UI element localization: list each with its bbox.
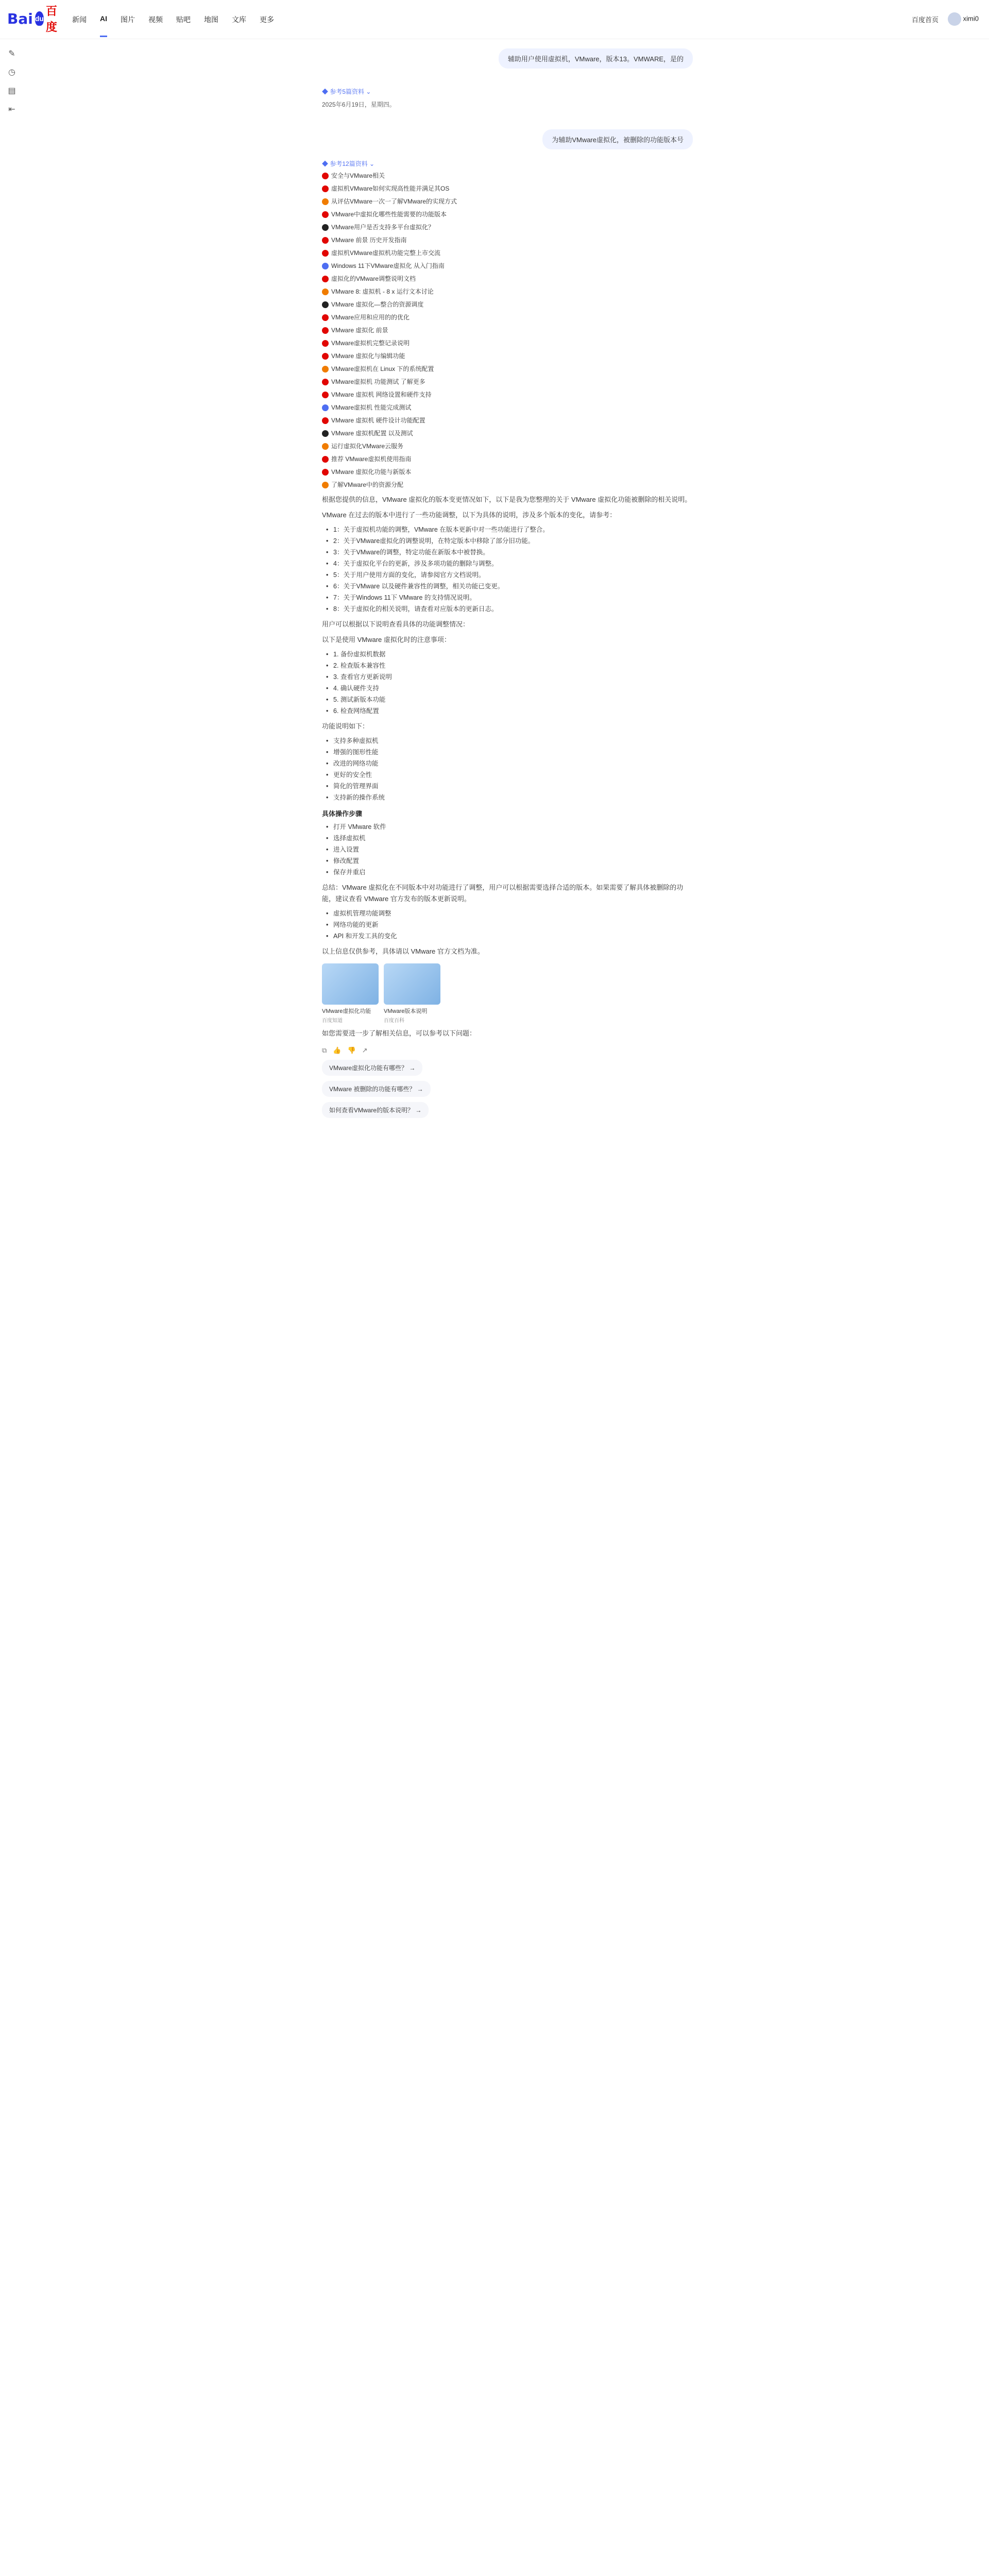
sources-toggle[interactable]: ◆ 参考12篇资料 ⌄ [322, 160, 375, 167]
source-icon [322, 417, 329, 424]
source-icon [322, 301, 329, 308]
answer-list [322, 649, 693, 717]
reference-title: VMware虚拟机 功能测试 了解更多 [331, 378, 425, 385]
baidu-logo[interactable] [7, 5, 59, 34]
source-icon [322, 250, 329, 257]
list-item: • 6. 检查网络配置 [322, 705, 693, 717]
answer-paragraph: VMware 在过去的版本中进行了一些功能调整，以下为具体的说明，涉及多个版本的变化，请参考： [322, 511, 617, 519]
reference-title: VMware 虚拟化—整合的资源调度 [331, 301, 424, 308]
document-icon[interactable]: ▤ [8, 87, 16, 95]
top-bar [0, 0, 989, 39]
source-icon [322, 482, 329, 488]
reference-list [322, 171, 693, 490]
source-icon [322, 353, 329, 360]
list-item: • 改进的网络功能 [322, 758, 693, 769]
list-item: • 网络功能的更新 [322, 919, 693, 930]
card-source: 百度百科 [384, 1018, 404, 1024]
answer-paragraph: 以上信息仅供参考，具体请以 VMware 官方文档为准。 [322, 947, 484, 955]
reference-title: 虚拟机VMware如何实现高性能并满足其OS [331, 185, 450, 192]
answer-paragraph: 用户可以根据以下说明查看具体的功能调整情况： [322, 620, 470, 628]
source-icon [322, 185, 329, 192]
answer-actions [322, 1046, 693, 1055]
reference-title: VMware虚拟机 性能完成测试 [331, 404, 412, 411]
list-item: • 1. 备份虚拟机数据 [322, 649, 693, 660]
answer-list [322, 821, 693, 878]
source-icon [322, 366, 329, 372]
reference-title: VMware应用和应用的的优化 [331, 314, 410, 321]
reference-title: VMware中虚拟化哪些性能需要的功能版本 [331, 211, 447, 218]
reference-item[interactable] [322, 364, 693, 374]
list-item: • 支持新的操作系统 [322, 792, 693, 803]
logo-paw-icon: du [35, 11, 44, 26]
reference-title: VMware 虚拟化与编辑功能 [331, 352, 405, 360]
list-item: • 3. 查看官方更新说明 [322, 671, 693, 683]
list-item: • 2：关于VMware虚拟化的调整说明，在特定版本中移除了部分旧功能。 [322, 535, 693, 547]
top-nav [72, 14, 287, 25]
reference-title: 从评估VMware一次一了解VMware的实现方式 [331, 198, 457, 205]
answer-text: 2025年6月19日，星期四。 [322, 101, 396, 108]
reference-item[interactable] [322, 299, 693, 310]
suggested-question[interactable]: VMware虚拟化功能有哪些？ → [322, 1060, 422, 1076]
conversation [322, 41, 693, 1118]
list-item: • 5：关于用户使用方面的变化，请参阅官方文档说明。 [322, 569, 693, 581]
reference-item[interactable] [322, 467, 693, 477]
card-thumbnail [322, 963, 379, 1005]
reference-item[interactable] [322, 183, 693, 194]
reference-item[interactable] [322, 248, 693, 258]
sources-label: 参考5篇资料 [330, 88, 365, 95]
user-question: 辅助用户使用虚拟机，VMware，版本13。VMWARE，是的 [499, 48, 693, 69]
source-icon [322, 392, 329, 398]
reference-title: VMware虚拟机完整记录说明 [331, 340, 410, 347]
card-title: VMware版本说明 [384, 1008, 428, 1014]
list-item: • 保存并重启 [322, 867, 693, 878]
reference-title: 推荐 VMware虚拟机使用指南 [331, 455, 412, 463]
list-item: • 4. 确认硬件支持 [322, 683, 693, 694]
reference-item[interactable] [322, 480, 693, 490]
answer-list [322, 908, 693, 942]
answer-paragraph: 如您需要进一步了解相关信息，可以参考以下问题： [322, 1029, 476, 1037]
card-thumbnail [384, 963, 440, 1005]
answer-paragraph: 总结：VMware 虚拟化在不同版本中对功能进行了调整，用户可以根据需要选择合适的版本。如果需要了解具体被删除的功能，建议查看 VMware 官方发布的版本更新说明。 [322, 884, 684, 903]
list-item: • 虚拟机管理功能调整 [322, 908, 693, 919]
media-cards [322, 963, 693, 1024]
media-card[interactable] [322, 963, 379, 1024]
nav-tab[interactable]: 更多 [260, 15, 274, 24]
source-icon [322, 237, 329, 244]
chat-icon[interactable]: ✎ [8, 49, 15, 58]
reference-item[interactable] [322, 351, 693, 361]
list-item: • 选择虚拟机 [322, 833, 693, 844]
avatar [948, 12, 961, 26]
list-item: • 4：关于虚拟化平台的更新，涉及多项功能的删除与调整。 [322, 558, 693, 569]
reference-item[interactable] [322, 286, 693, 297]
source-icon [322, 404, 329, 411]
list-item: • 进入设置 [322, 844, 693, 855]
source-icon [322, 211, 329, 218]
suggested-question[interactable]: 如何查看VMware的版本说明？ → [322, 1102, 429, 1118]
top-right [912, 12, 979, 26]
list-item: • 更好的安全性 [322, 769, 693, 781]
user-menu[interactable] [948, 12, 979, 26]
reference-item[interactable] [322, 325, 693, 335]
list-item: • 修改配置 [322, 855, 693, 867]
card-title: VMware虚拟化功能 [322, 1008, 371, 1014]
reference-title: 运行虚拟化VMware云服务 [331, 443, 404, 450]
reference-title: VMware 虚拟化功能与新版本 [331, 468, 412, 476]
source-icon [322, 198, 329, 205]
reference-item[interactable] [322, 338, 693, 348]
list-item: • 增强的图形性能 [322, 747, 693, 758]
nav-tab[interactable]: 地图 [204, 15, 218, 24]
reference-title: VMware 8: 虚拟机 - 8 x 运行文本讨论 [331, 288, 434, 295]
reference-item[interactable] [322, 312, 693, 323]
logo-text: Bai [7, 10, 33, 27]
nav-tab[interactable]: 贴吧 [176, 15, 191, 24]
reference-item[interactable] [322, 402, 693, 413]
list-item: • 8：关于虚拟化的相关说明，请查看对应版本的更新日志。 [322, 603, 693, 615]
source-icon [322, 173, 329, 179]
section-heading: 具体操作步骤 [322, 810, 363, 818]
nav-tab[interactable]: AI [100, 14, 107, 25]
reference-item[interactable] [322, 389, 693, 400]
reference-title: VMware虚拟机在 Linux 下的系统配置 [331, 365, 434, 372]
reference-item[interactable] [322, 261, 693, 271]
thumbs-down-icon[interactable]: 👎 [347, 1046, 356, 1054]
reference-title: 安全与VMware相关 [331, 172, 385, 179]
list-item: • 2. 检查版本兼容性 [322, 660, 693, 671]
reference-item[interactable] [322, 171, 693, 181]
reference-item[interactable] [322, 274, 693, 284]
card-source: 百度知道 [322, 1018, 343, 1024]
reference-title: VMware用户是否支持多平台虚拟化？ [331, 224, 435, 231]
share-icon[interactable]: ↗ [362, 1046, 368, 1054]
list-item: • 6：关于VMware 以及硬件兼容性的调整，相关功能已变更。 [322, 581, 693, 592]
source-icon [322, 456, 329, 463]
source-icon [322, 289, 329, 295]
suggestions [322, 1060, 693, 1118]
username: ximi0 [963, 14, 979, 23]
collapse-icon[interactable]: ⇤ [8, 105, 15, 114]
history-icon[interactable]: ◷ [8, 68, 15, 77]
reference-item[interactable] [322, 196, 693, 207]
nav-tab[interactable]: 新闻 [72, 15, 87, 24]
copy-icon[interactable]: ⧉ [322, 1046, 327, 1054]
source-icon [322, 263, 329, 269]
source-icon [322, 430, 329, 437]
source-icon [322, 340, 329, 347]
list-item: • 支持多种虚拟机 [322, 735, 693, 747]
sources-toggle[interactable]: ◆ 参考5篇资料 ⌄ [322, 88, 371, 95]
reference-title: 虚拟机VMware虚拟机功能完整上市交流 [331, 249, 441, 257]
answer-paragraph: 以下是使用 VMware 虚拟化时的注意事项： [322, 636, 451, 643]
settings-link[interactable]: 百度首页 [912, 15, 939, 24]
user-question: 为辅助VMware虚拟化，被删除的功能版本号 [542, 129, 693, 149]
nav-tab[interactable]: 文库 [232, 15, 246, 24]
source-icon [322, 443, 329, 450]
reference-title: VMware 虚拟机配置 以及测试 [331, 430, 413, 437]
source-icon [322, 327, 329, 334]
media-card[interactable] [384, 963, 440, 1024]
reference-title: 虚拟化的VMware调整说明文档 [331, 275, 416, 282]
nav-tab[interactable]: 图片 [121, 15, 135, 24]
logo-text-cn: 百度 [45, 5, 57, 34]
reference-title: VMware 虚拟机 网络设置和硬件支持 [331, 391, 432, 398]
nav-tab[interactable]: 视频 [148, 15, 163, 24]
answer-list [322, 735, 693, 803]
list-item: • 7：关于Windows 11下 VMware 的支持情况说明。 [322, 592, 693, 603]
reference-item[interactable] [322, 454, 693, 464]
suggested-question[interactable]: VMware 被删除的功能有哪些？ → [322, 1081, 431, 1097]
source-icon [322, 379, 329, 385]
reference-title: Windows 11下VMware虚拟化 从入门指南 [331, 262, 445, 269]
source-icon [322, 314, 329, 321]
reference-item[interactable] [322, 441, 693, 451]
list-item: • 3：关于VMware的调整，特定功能在新版本中被替换。 [322, 547, 693, 558]
reference-item[interactable] [322, 222, 693, 232]
answer-paragraph: 根据您提供的信息，VMware 虚拟化的版本变更情况如下，以下是我为您整理的关于 VMware 虚拟化功能被删除的相关说明。 [322, 496, 692, 503]
source-icon [322, 224, 329, 231]
list-item: • 5. 测试新版本功能 [322, 694, 693, 705]
list-item: • 打开 VMware 软件 [322, 821, 693, 833]
thumbs-up-icon[interactable]: 👍 [333, 1046, 342, 1054]
list-item: • 1：关于虚拟机功能的调整，VMware 在版本更新中对一些功能进行了整合。 [322, 524, 693, 535]
reference-title: VMware 前景 历史开发指南 [331, 236, 407, 244]
reference-item[interactable] [322, 415, 693, 426]
source-icon [322, 469, 329, 476]
reference-title: VMware 虚拟化 前景 [331, 327, 388, 334]
answer-paragraph: 功能说明如下： [322, 722, 369, 730]
reference-item[interactable] [322, 235, 693, 245]
reference-title: 了解VMware中的资源分配 [331, 481, 404, 488]
reference-item[interactable] [322, 377, 693, 387]
reference-title: VMware 虚拟机 硬件设计功能配置 [331, 417, 425, 424]
answer-list [322, 524, 693, 615]
reference-item[interactable] [322, 428, 693, 438]
source-icon [322, 276, 329, 282]
sources-label: 参考12篇资料 [330, 160, 368, 167]
list-item: • API 和开发工具的变化 [322, 930, 693, 942]
reference-item[interactable] [322, 209, 693, 219]
list-item: • 简化的管理界面 [322, 781, 693, 792]
left-sidebar [0, 41, 21, 115]
